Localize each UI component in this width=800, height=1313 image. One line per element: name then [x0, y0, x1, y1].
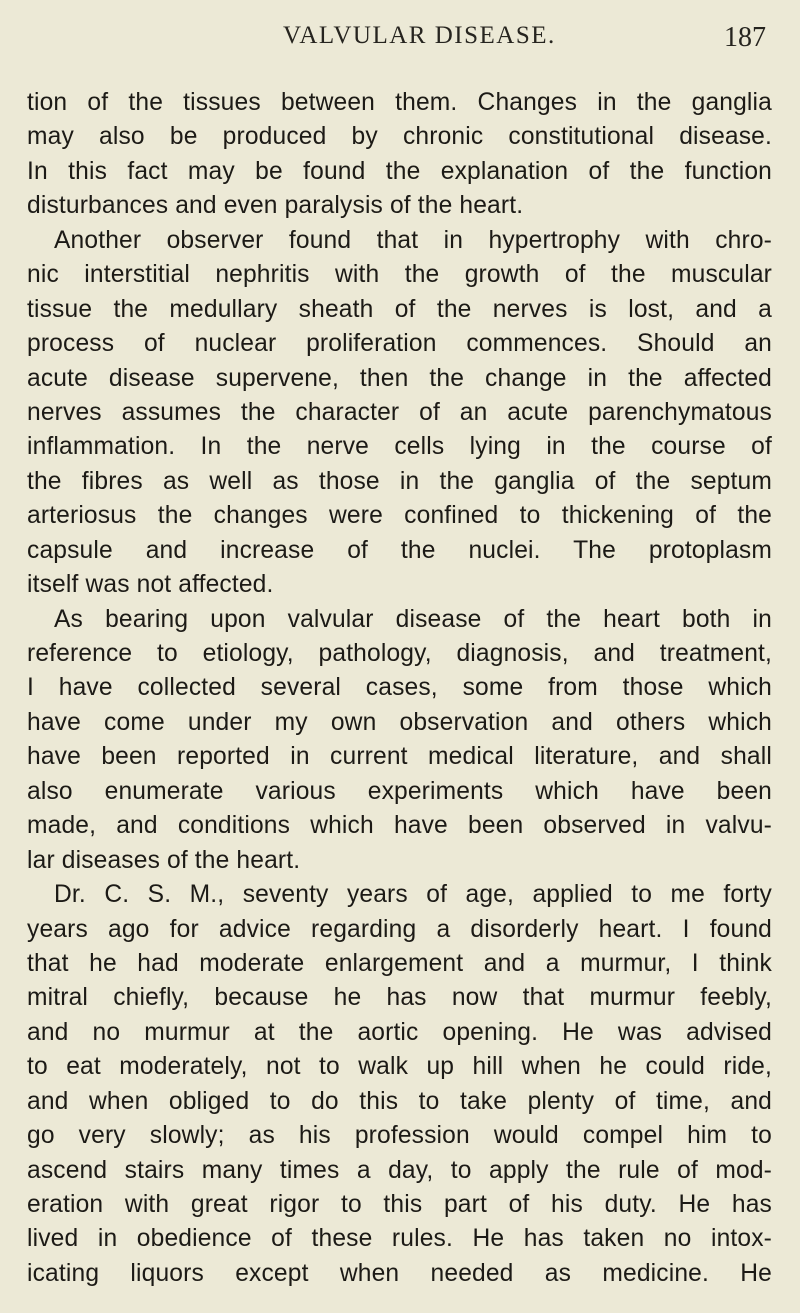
text-line: and no murmur at the aortic opening. He was advised [27, 1018, 772, 1046]
text-line: years ago for advice regarding a disorderly heart. I found [27, 915, 772, 943]
running-title: VALVULAR DISEASE. [283, 22, 556, 49]
text-line: Another observer found that in hypertrophy with chro- [54, 226, 772, 254]
text-line: made, and conditions which have been observed in valvu- [27, 812, 772, 840]
text-line: eration with great rigor to this part of his duty. He has [27, 1191, 772, 1218]
running-header [0, 22, 800, 58]
text-line: I have collected several cases, some from those which [27, 674, 772, 702]
text-line: icating liquors except when needed as medicine. He [27, 1259, 772, 1287]
text-line: that he had moderate enlargement and a murmur, I think [27, 949, 772, 977]
text-line: may also be produced by chronic constitutional disease. [27, 123, 772, 151]
text-line: arteriosus the changes were confined to thickening of the [27, 502, 772, 530]
text-line: itself was not affected. [27, 571, 274, 599]
text-line: ascend stairs many times a day, to apply the rule of mod- [27, 1156, 772, 1184]
text-line: go very slowly; as his profession would compel him to [27, 1122, 772, 1150]
text-line: lar diseases of the heart. [27, 846, 301, 874]
text-line: tissue the medullary sheath of the nerves is lost, and a [27, 295, 772, 323]
text-line: to eat moderately, not to walk up hill when he could ride, [27, 1053, 772, 1081]
text-line: In this fact may be found the explanation of the function [27, 157, 772, 185]
text-line: have come under my own observation and others which [27, 708, 772, 736]
text-line: lived in obedience of these rules. He has taken no intox- [27, 1225, 772, 1253]
text-line: have been reported in current medical literature, and shall [27, 743, 772, 771]
text-line: As bearing upon valvular disease of the heart both in [54, 605, 772, 633]
text-line: also enumerate various experiments which have been [27, 777, 772, 805]
text-line: mitral chiefly, because he has now that murmur feebly, [27, 984, 772, 1012]
text-line: capsule and increase of the nuclei. The protoplasm [27, 536, 772, 564]
text-line: inflammation. In the nerve cells lying in the course of [27, 433, 772, 461]
text-line: acute disease supervene, then the change in the affected [27, 364, 772, 392]
body-text [27, 86, 772, 1291]
text-line: disturbances and even paralysis of the heart. [27, 192, 524, 220]
page-number: 187 [724, 22, 766, 53]
text-line: nic interstitial nephritis with the growth of the muscular [27, 261, 772, 289]
text-line: Dr. C. S. M., seventy years of age, applied to me forty [54, 881, 772, 909]
text-line: nerves assumes the character of an acute parenchymatous [27, 398, 772, 426]
text-line: and when obliged to do this to take plenty of time, and [27, 1087, 772, 1115]
text-line: the fibres as well as those in the ganglia of the septum [27, 467, 772, 495]
text-line: process of nuclear proliferation commences. Should an [27, 330, 772, 358]
text-line: reference to etiology, pathology, diagnosis, and treatment, [27, 640, 772, 667]
text-line: tion of the tissues between them. Changes in the ganglia [27, 89, 772, 116]
